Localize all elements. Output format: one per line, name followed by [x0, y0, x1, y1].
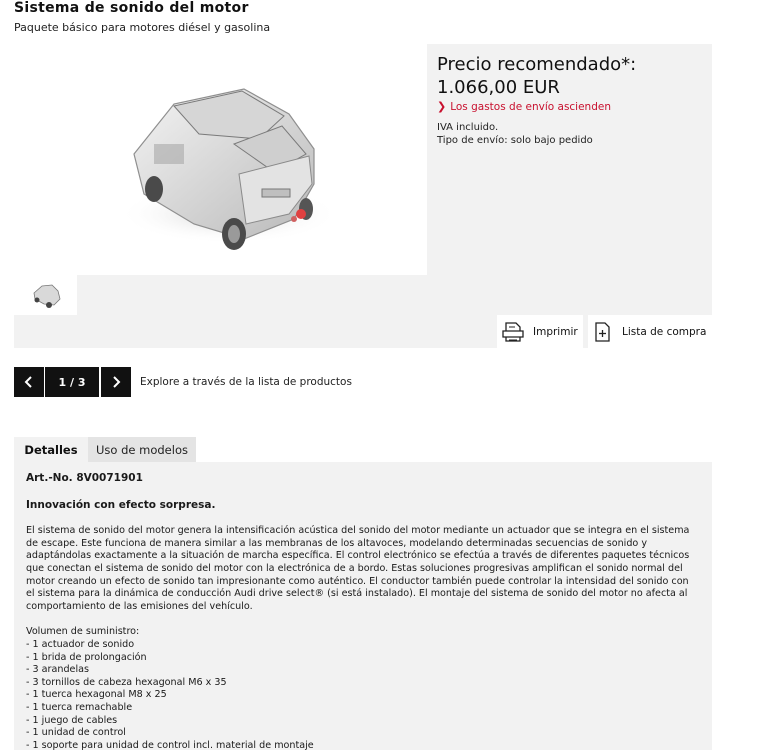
price-value: 1.066,00 EUR — [437, 77, 560, 98]
article-number: Art.-No. 8V0071901 — [26, 472, 143, 484]
supply-item: - 1 tuerca remachable — [26, 701, 133, 713]
price-panel — [427, 44, 712, 275]
car-image — [14, 44, 427, 275]
supply-item: - 1 actuador de sonido — [26, 638, 135, 650]
shipping-link-label: Los gastos de envío ascienden — [450, 101, 611, 113]
supply-item: - 1 juego de cables — [26, 714, 118, 726]
pager-count: 1 / 3 — [45, 367, 99, 397]
details-panel — [14, 462, 712, 750]
thumbnail-strip — [14, 275, 712, 315]
add-to-list-icon — [592, 321, 614, 343]
supply-item: - 1 soporte para unidad de control incl. material de montaje — [26, 739, 314, 750]
details-description: El sistema de sonido del motor genera la intensificación acústica del sonido del motor mediante un actuador que se integra en el sistema de escape. Este funciona de manera similar a las membranas de los altavoces, modelando determinadas secuencias de sonido y adaptándolas exactamente a la situación de marcha específica. El control electrónico se efectúa a través de diferentes paquetes técnicos que conectan el sistema de sonido del motor con la electrónica de a bordo. Estas soluciones progresivas amplifican el sonido normal del motor creando un efecto de sonido tan impresionante como auténtico. El conductor también puede controlar la intensidad del sonido con el sistema para la dinámica de conducción Audi drive select® (si está instalado). El montaje del sistema de sonido del motor no afecta al comportamiento de las emisiones del vehículo. — [26, 525, 690, 612]
chevron-left-icon — [24, 376, 34, 388]
tab-details[interactable]: Detalles — [14, 437, 88, 462]
shopping-list-button[interactable] — [588, 315, 712, 348]
shopping-list-label: Lista de compra — [622, 325, 707, 338]
supply-item: - 1 tuerca hexagonal M8 x 25 — [26, 689, 167, 701]
chevron-right-icon — [111, 376, 121, 388]
chevron-right-icon: ❯ — [437, 100, 447, 113]
vat-note: IVA incluido. — [437, 122, 499, 133]
product-image[interactable] — [14, 44, 427, 275]
action-bar — [14, 315, 712, 348]
tab-model-usage[interactable]: Uso de modelos — [88, 437, 196, 462]
shipping-type: Tipo de envío: solo bajo pedido — [437, 135, 593, 146]
supply-title: Volumen de suministro: — [26, 626, 140, 638]
price-label: Precio recomendado*: — [437, 54, 637, 75]
details-headline: Innovación con efecto sorpresa. — [26, 498, 216, 511]
thumbnail-1[interactable] — [14, 275, 77, 315]
product-title: Sistema de sonido del motor — [14, 0, 249, 16]
supply-item: - 1 brida de prolongación — [26, 651, 147, 663]
product-subtitle: Paquete básico para motores diésel y gasolina — [14, 21, 271, 34]
next-product-button[interactable] — [101, 367, 131, 397]
supply-item: - 3 arandelas — [26, 664, 89, 676]
supply-item: - 1 unidad de control — [26, 727, 126, 739]
car-thumbnail-icon — [14, 275, 77, 315]
previous-product-button[interactable] — [14, 367, 44, 397]
supply-item: - 3 tornillos de cabeza hexagonal M6 x 35 — [26, 676, 227, 688]
print-label: Imprimir — [533, 325, 578, 338]
pager-note: Explore a través de la lista de productos — [140, 376, 352, 388]
shipping-costs-link[interactable] — [437, 100, 611, 113]
print-button[interactable] — [497, 315, 583, 348]
print-icon — [501, 320, 525, 344]
